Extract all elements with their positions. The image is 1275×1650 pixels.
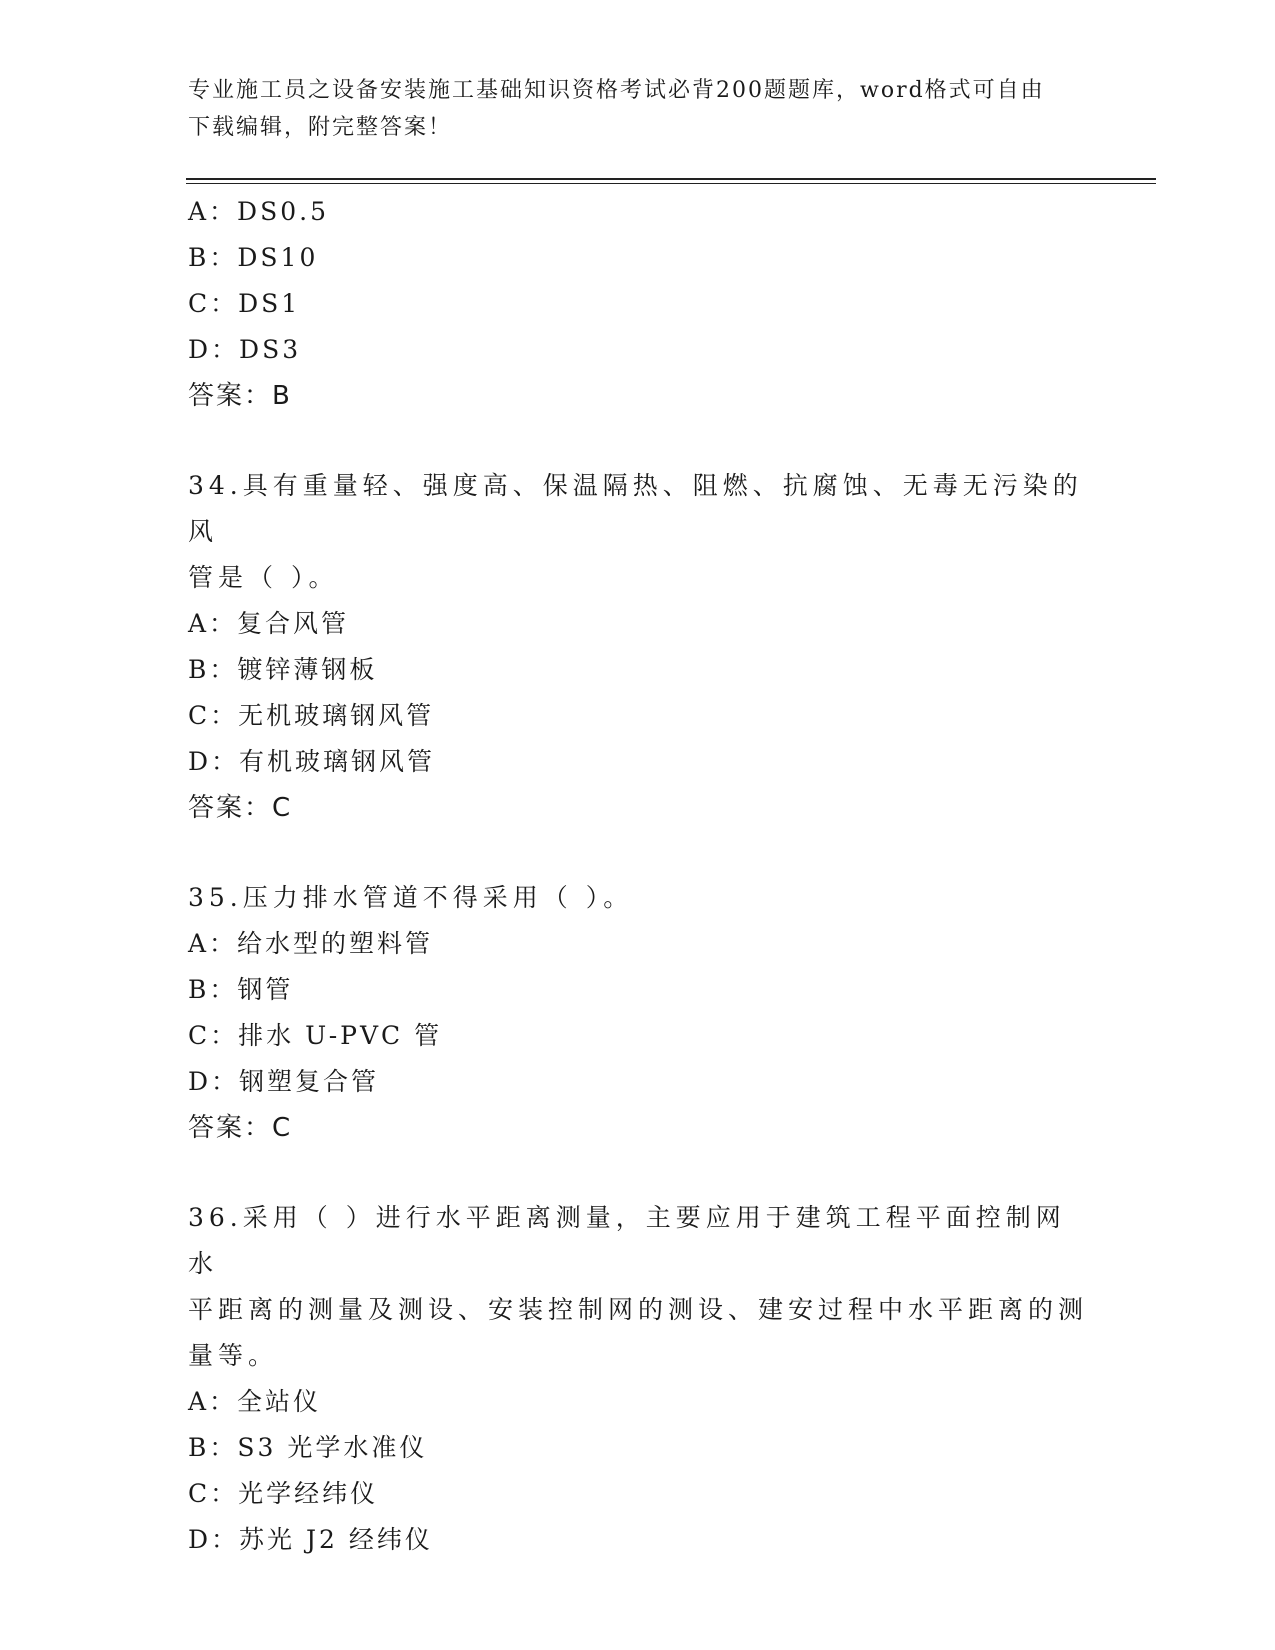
option-b: B：DS10 — [188, 243, 319, 272]
question-list — [188, 189, 1088, 1563]
option-b: B：镀锌薄钢板 — [188, 655, 378, 684]
option-c: C：无机玻璃钢风管 — [188, 701, 435, 730]
document-header — [188, 72, 1068, 146]
question-34 — [188, 463, 1088, 831]
option-a: A：DS0.5 — [188, 197, 329, 226]
option-d: D：有机玻璃钢风管 — [188, 747, 436, 776]
question-text-line-1: 35.压力排水管道不得采用（ ）。 — [188, 883, 634, 912]
option-c: C：光学经纬仪 — [188, 1479, 379, 1508]
option-a: A：复合风管 — [188, 609, 350, 638]
question-36 — [188, 1195, 1088, 1563]
option-b: B：S3 光学水准仪 — [188, 1433, 428, 1462]
option-a: A：全站仪 — [188, 1387, 322, 1416]
answer-line: 答案：B — [188, 381, 292, 411]
spacer — [188, 1151, 1088, 1195]
question-text-line-1: 34.具有重量轻、强度高、保温隔热、阻燃、抗腐蚀、无毒无污染的风 — [188, 471, 1083, 546]
header-divider-thin — [186, 183, 1156, 184]
option-b: B：钢管 — [188, 975, 294, 1004]
question-text-line-2: 管是（ ）。 — [188, 563, 339, 592]
header-line-1: 专业施工员之设备安装施工基础知识资格考试必背200题题库，word格式可自由 — [188, 78, 1045, 103]
option-d: D：钢塑复合管 — [188, 1067, 380, 1096]
option-a: A：给水型的塑料管 — [188, 929, 434, 958]
question-text-line-1: 36.采用（ ）进行水平距离测量，主要应用于建筑工程平面控制网水 — [188, 1203, 1066, 1278]
answer-line: 答案：C — [188, 1113, 293, 1143]
spacer — [188, 419, 1088, 463]
option-d: D：DS3 — [188, 335, 302, 364]
question-35 — [188, 875, 1088, 1151]
option-c: C：排水 U-PVC 管 — [188, 1021, 443, 1050]
question-text-line-3: 量等。 — [188, 1341, 279, 1370]
question-33-continuation — [188, 189, 1088, 419]
spacer — [188, 831, 1088, 875]
option-c: C：DS1 — [188, 289, 301, 318]
header-divider-thick — [186, 178, 1156, 180]
header-line-2: 下载编辑，附完整答案！ — [188, 115, 453, 140]
option-d: D：苏光 J2 经纬仪 — [188, 1525, 433, 1554]
answer-line: 答案：C — [188, 793, 293, 823]
question-text-line-2: 平距离的测量及测设、安装控制网的测设、建安过程中水平距离的测 — [188, 1295, 1089, 1324]
